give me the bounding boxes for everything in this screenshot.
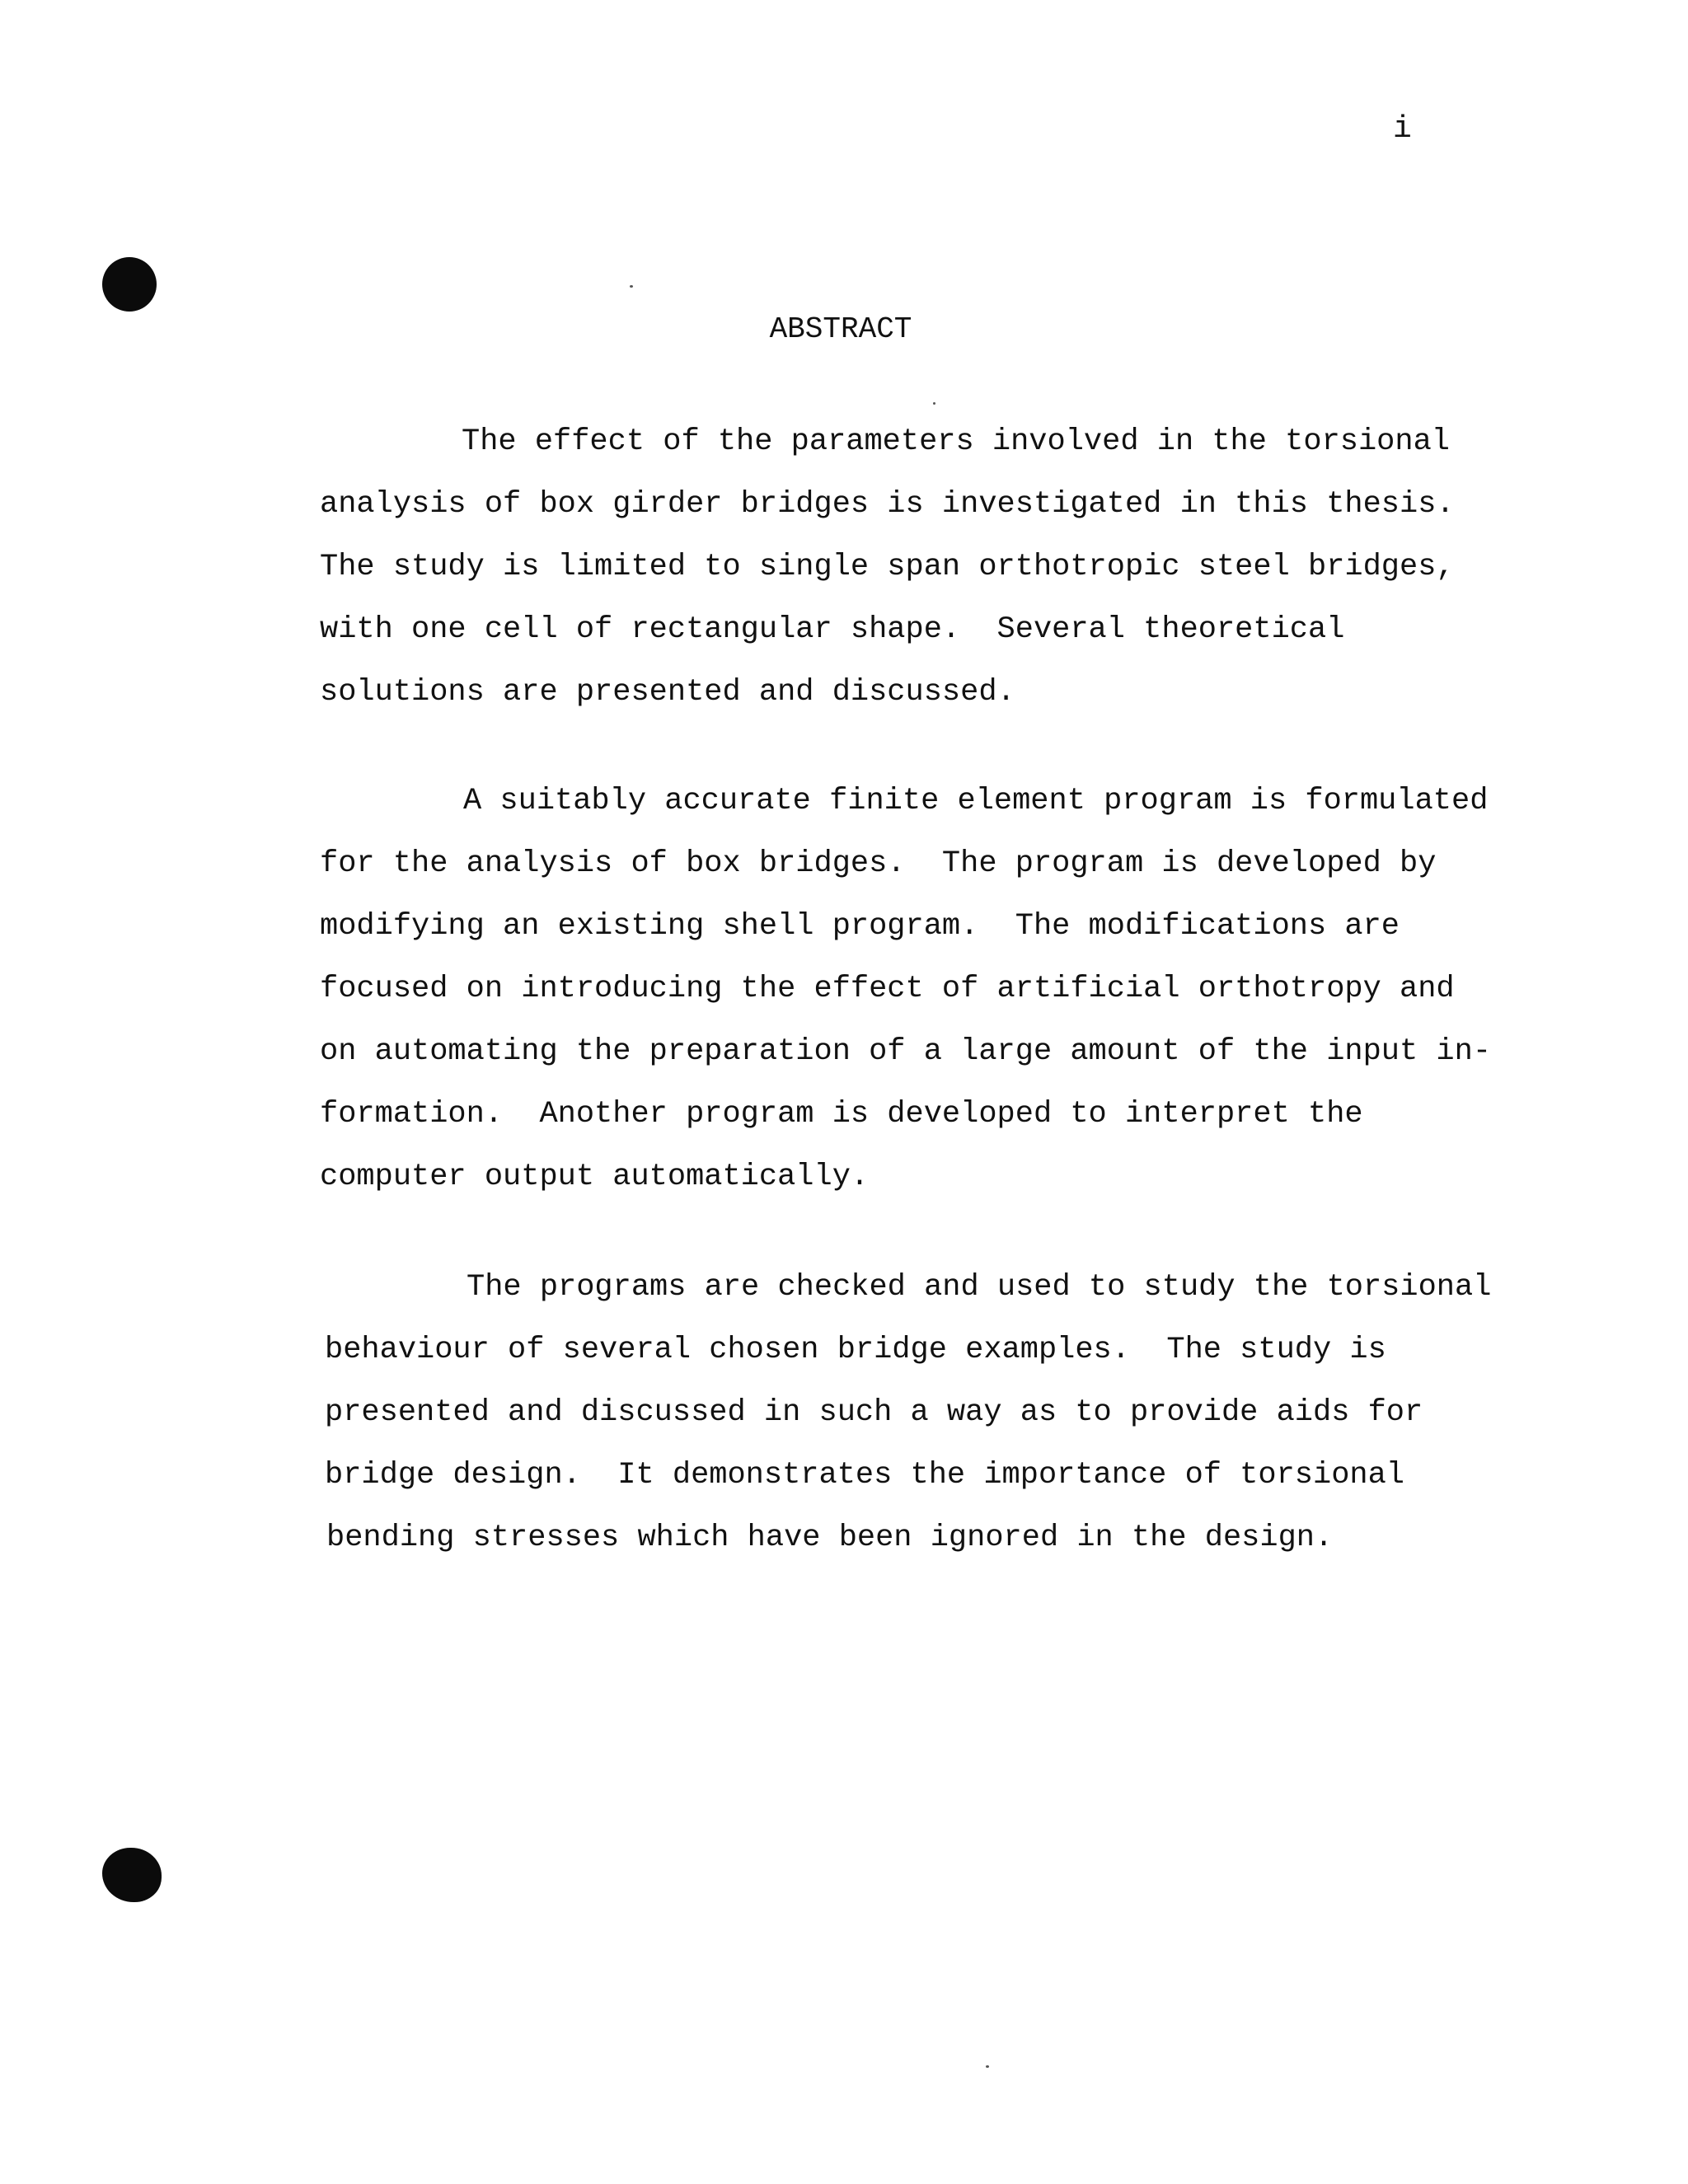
page-title: ABSTRACT [769, 312, 912, 346]
punch-hole-bottom [102, 1848, 162, 1902]
paragraph-line: for the analysis of box bridges. The program is developed by [320, 846, 1437, 881]
paragraph-line: formation. Another program is developed to interpret the [320, 1097, 1363, 1132]
paragraph-line: analysis of box girder bridges is investigated in this thesis. [320, 487, 1455, 522]
page-number: i [1393, 111, 1412, 147]
paragraph-line: focused on introducing the effect of artificial orthotropy and [320, 972, 1455, 1006]
paragraph-line: bridge design. It demonstrates the importance of torsional [325, 1458, 1405, 1493]
paragraph-line: behaviour of several chosen bridge examples. The study is [325, 1333, 1386, 1367]
paragraph-line: modifying an existing shell program. The modifications are [320, 909, 1400, 944]
paragraph-line: The effect of the parameters involved in the torsional [462, 424, 1450, 459]
punch-hole-top [102, 257, 157, 312]
paragraph-line: The programs are checked and used to study the torsional [467, 1270, 1492, 1305]
paragraph-line: bending stresses which have been ignored in the design. [326, 1521, 1334, 1555]
scan-speck [933, 402, 935, 405]
paragraph-line: computer output automatically. [320, 1160, 870, 1194]
paragraph-line: The study is limited to single span orthotropic steel bridges, [320, 550, 1455, 584]
paragraph-line: with one cell of rectangular shape. Several theoretical [320, 612, 1345, 647]
paragraph-line: solutions are presented and discussed. [320, 675, 1015, 710]
paragraph-line: presented and discussed in such a way as to provide aids for [325, 1395, 1423, 1430]
scan-speck [630, 285, 633, 288]
paragraph-line: on automating the preparation of a large amount of the input in- [320, 1034, 1492, 1069]
paragraph-line: A suitably accurate finite element program is formulated [463, 784, 1489, 818]
scan-speck [986, 2065, 989, 2068]
